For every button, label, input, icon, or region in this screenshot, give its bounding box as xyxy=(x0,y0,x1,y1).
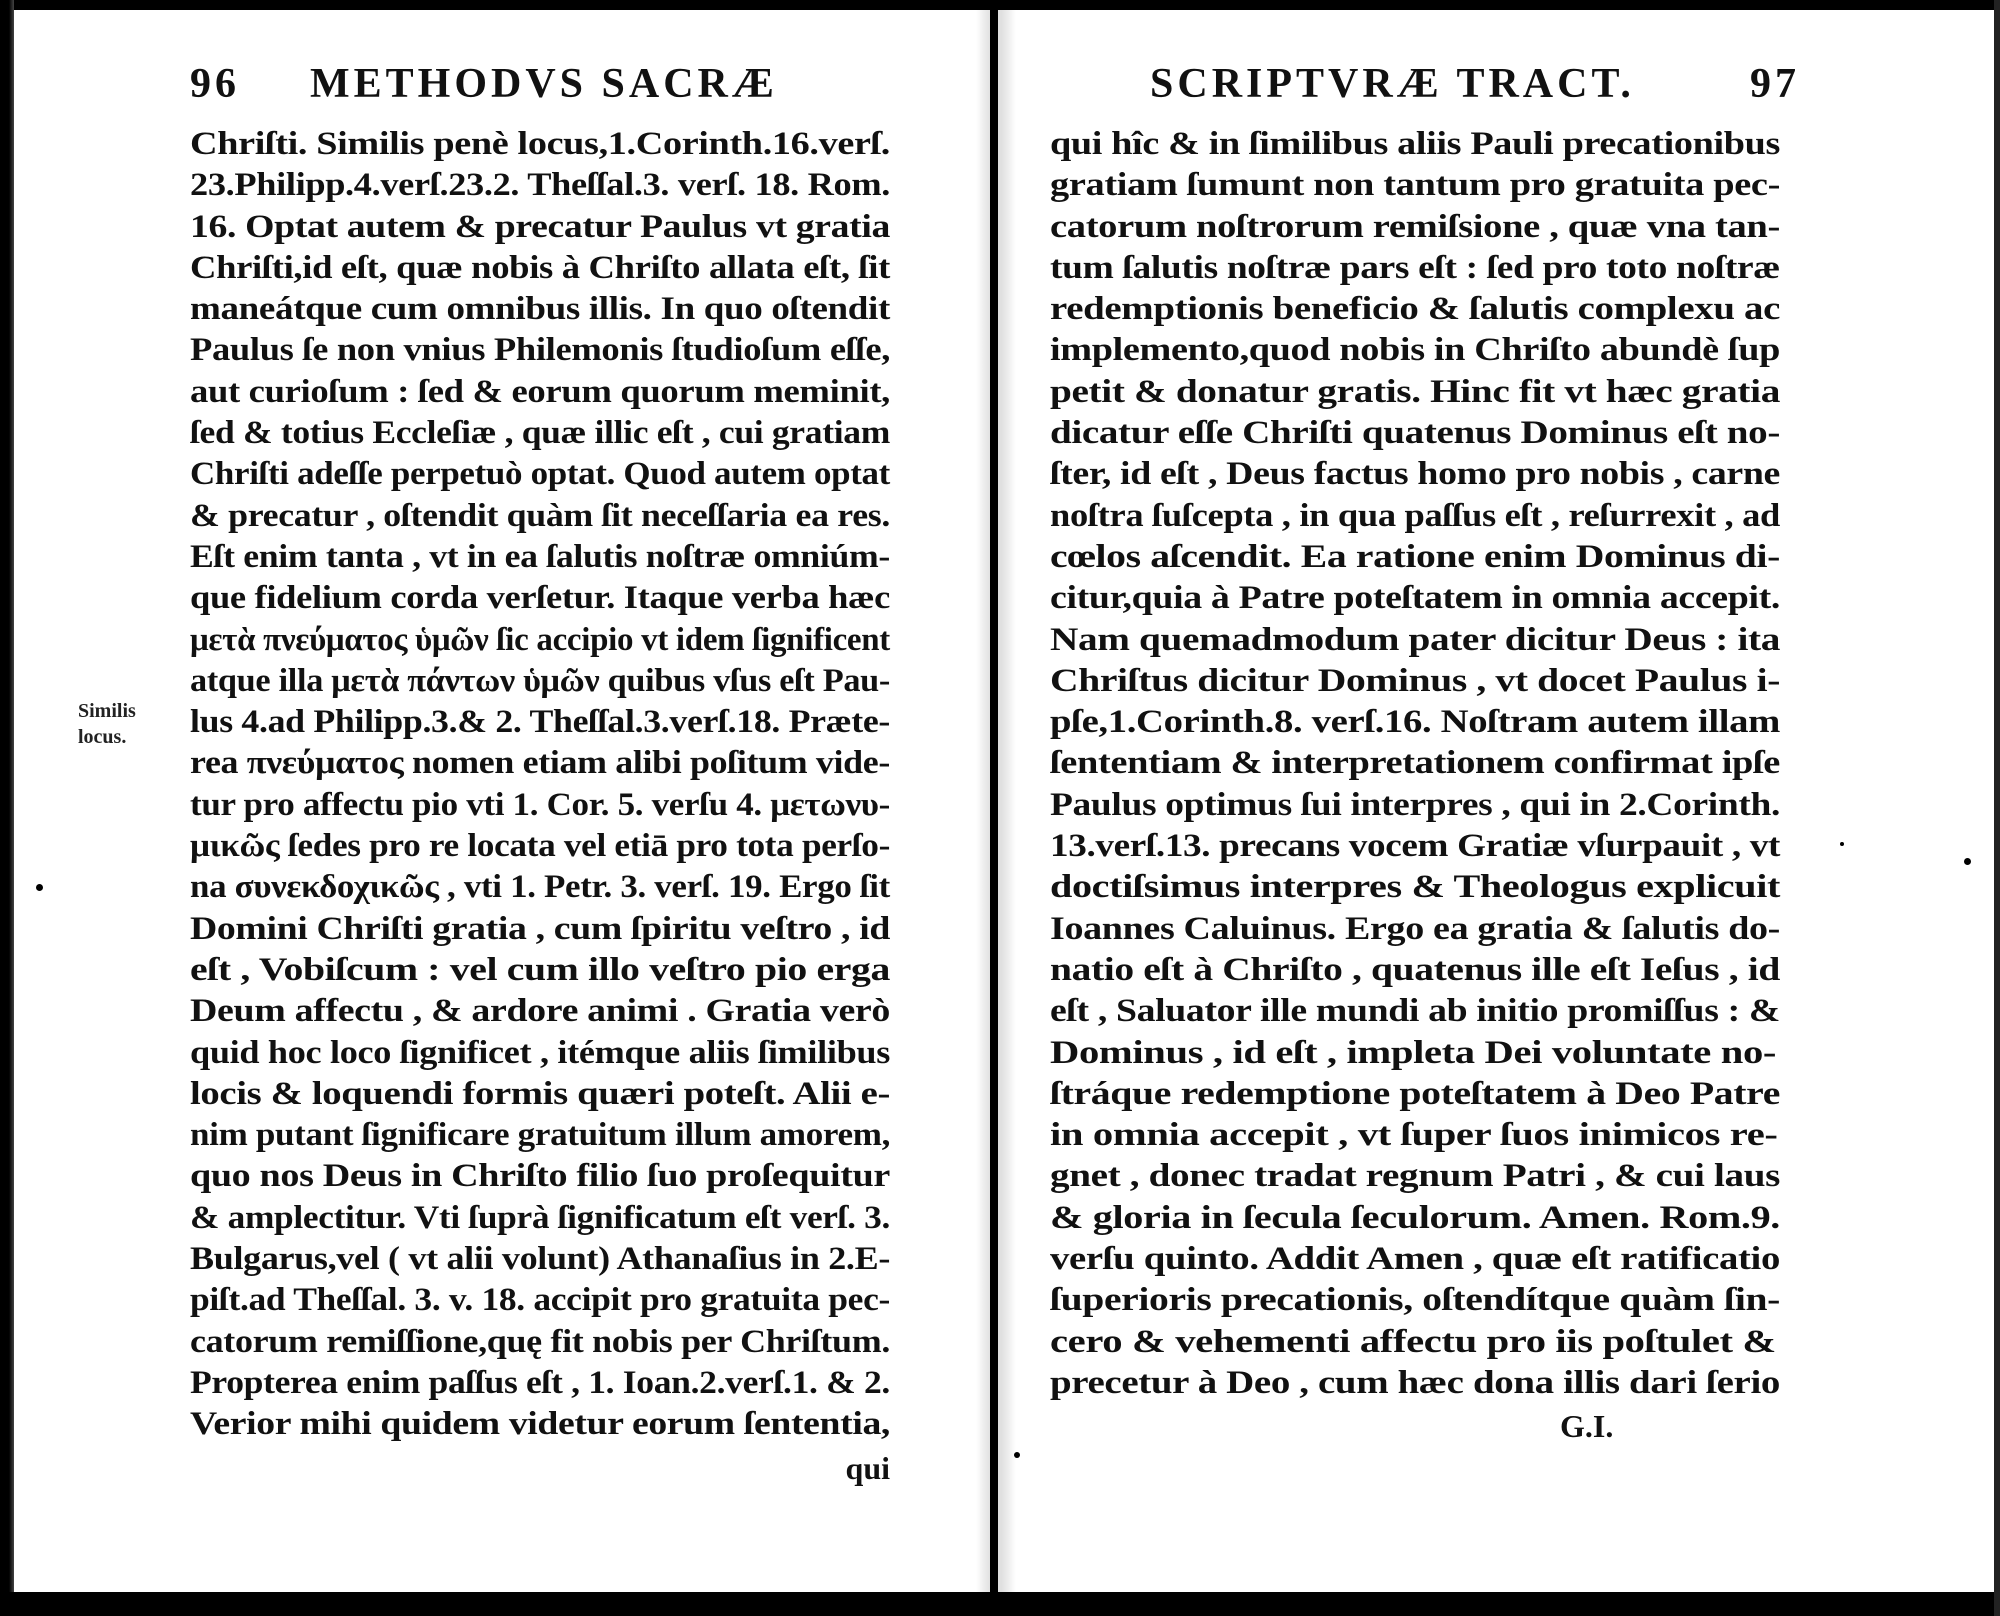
body-text xyxy=(190,124,910,1446)
text-line: na συνεκδοχικῶς , vti 1. Petr. 3. verſ. 19. Ergo ſit xyxy=(190,869,890,906)
right-page xyxy=(1050,60,1800,1600)
text-line: Paulus optimus ſui interpres , qui in 2.Corinth. xyxy=(1050,786,1780,823)
ink-speck xyxy=(1840,842,1844,846)
text-line: maneátque cum omnibus illis. In quo oſtendit xyxy=(190,291,890,328)
left-page xyxy=(190,60,910,1600)
text-line: cero & vehementi affectu pro iis poſtulet & xyxy=(1050,1323,1776,1360)
text-line: atque illa μετὰ πάντων ὑμῶν quibus vſus eſt Pau- xyxy=(190,662,890,699)
text-line: Bulgarus,vel ( vt alii volunt) Athanaſius in 2.E- xyxy=(190,1241,890,1278)
catchword: qui xyxy=(845,1449,890,1486)
text-line: locis & loquendi formis quæri poteſt. Alii e- xyxy=(190,1075,890,1112)
text-line: Propterea enim paſſus eſt , 1. Ioan.2.verſ.1. & 2. xyxy=(190,1364,890,1401)
text-line: ſtráque redemptione poteſtatem à Deo Patre xyxy=(1050,1075,1780,1112)
text-line: 13.verſ.13. precans vocem Gratiæ vſurpauit , vt xyxy=(1050,828,1780,865)
signature-mark: G.I. xyxy=(1560,1408,1614,1445)
body-text xyxy=(1050,124,1800,1404)
text-line: quo nos Deus in Chriſto filio ſuo proſequitur xyxy=(190,1158,890,1195)
text-line: redemptionis beneficio & ſalutis complexu ac xyxy=(1050,291,1780,328)
ink-speck xyxy=(1964,858,1971,865)
text-line: catorum remiſſione,quę fit nobis per Chriſtum. xyxy=(190,1323,890,1360)
text-line: tur pro affectu pio vti 1. Cor. 5. verſu 4. μετωνυ- xyxy=(190,786,890,823)
text-line: gratiam ſumunt non tantum pro gratuita pec- xyxy=(1050,167,1780,204)
text-line: in omnia accepit , vt ſuper ſuos inimicos re- xyxy=(1050,1117,1778,1154)
text-line: eſt , Vobiſcum : vel cum illo veſtro pio erga xyxy=(190,951,890,988)
text-line: noſtra ſuſcepta , in qua paſſus eſt , reſurrexit , ad xyxy=(1050,497,1780,534)
text-line: & precatur , oſtendit quàm ſit neceſſaria ea res. xyxy=(190,497,890,534)
marginal-note xyxy=(78,698,168,750)
text-line: Deum affectu , & ardore animi . Gratia verò xyxy=(190,993,890,1030)
ink-speck xyxy=(1014,1452,1020,1458)
text-line: Chriſti adeſſe perpetuò optat. Quod autem optat xyxy=(190,456,890,493)
marginal-note-line: locus. xyxy=(78,726,127,748)
text-line: quid hoc loco ſignificet , itémque aliis ſimilibus xyxy=(190,1034,890,1071)
scan-border-right xyxy=(1994,0,2000,1616)
text-line: ſententiam & interpretationem confirmat ipſe xyxy=(1050,745,1780,782)
text-line: Eſt enim tanta , vt in ea ſalutis noſtræ omniúm- xyxy=(190,538,890,575)
text-line: rea πνεύματος nomen etiam alibi poſitum vide- xyxy=(190,745,890,782)
text-line: verſu quinto. Addit Amen , quæ eſt ratificatio xyxy=(1050,1241,1780,1278)
ink-speck xyxy=(36,884,43,891)
text-line: ſter, id eſt , Deus factus homo pro nobis , carne xyxy=(1050,456,1780,493)
text-line: μετὰ πνεύματος ὑμῶν ſic accipio vt idem ſignificent xyxy=(190,621,890,658)
text-line: ſed & totius Eccleſiæ , quæ illic eſt , cui gratiam xyxy=(190,415,890,452)
text-line: ſuperioris precationis, oſtendítque quàm ſin- xyxy=(1050,1282,1780,1319)
text-line: Nam quemadmodum pater dicitur Deus : ita xyxy=(1050,621,1780,658)
text-line: Dominus , id eſt , impleta Dei voluntate no- xyxy=(1050,1034,1777,1071)
text-line: aut curioſum : ſed & eorum quorum meminit, xyxy=(190,373,890,410)
text-line: que fidelium corda verſetur. Itaque verba hæc xyxy=(190,580,890,617)
running-head xyxy=(190,60,910,118)
running-head xyxy=(1050,60,1800,118)
marginal-note-line: Similis xyxy=(78,700,136,722)
text-line: lus 4.ad Philipp.3.& 2. Theſſal.3.verſ.18. Præte- xyxy=(190,704,890,741)
text-line: Chriſtus dicitur Dominus , vt docet Paulus i- xyxy=(1050,662,1780,699)
text-line: doctiſsimus interpres & Theologus explicuit xyxy=(1050,869,1780,906)
page-number: 97 xyxy=(1750,61,1800,107)
text-line: 23.Philipp.4.verſ.23.2. Theſſal.3. verſ. 18. Rom. xyxy=(190,167,890,204)
scan-border-left xyxy=(0,0,14,1616)
text-line: Chriſti. Similis penè locus,1.Corinth.16.verſ. xyxy=(190,126,890,162)
page-number: 96 xyxy=(190,61,240,107)
text-line: 16. Optat autem & precatur Paulus vt gratia xyxy=(190,208,890,245)
text-line: citur,quia à Patre poteſtatem in omnia accepit. xyxy=(1050,580,1780,617)
text-line: & amplectitur. Vti ſuprà ſignificatum eſt verſ. 3. xyxy=(190,1199,890,1236)
text-line: μικῶς ſedes pro re locata vel etiā pro tota perſo- xyxy=(190,828,890,865)
text-line: qui hîc & in ſimilibus aliis Pauli precationibus xyxy=(1050,126,1780,162)
text-line: Paulus ſe non vnius Philemonis ſtudioſum eſſe, xyxy=(190,332,890,369)
running-title: SCRIPTVRÆ TRACT. xyxy=(1150,61,1635,107)
text-line: catorum noſtrorum remiſsione , quæ vna tan- xyxy=(1050,208,1780,245)
text-line: piſt.ad Theſſal. 3. v. 18. accipit pro gratuita pec- xyxy=(190,1282,890,1319)
text-line: natio eſt à Chriſto , quatenus ille eſt Ieſus , id xyxy=(1050,951,1780,988)
text-line: eſt , Saluator ille mundi ab initio promiſſus : & xyxy=(1050,993,1780,1030)
text-line: dicatur eſſe Chriſti quatenus Dominus eſt no- xyxy=(1050,415,1780,452)
running-title: METHODVS SACRÆ xyxy=(310,61,778,107)
text-line: Ioannes Caluinus. Ergo ea gratia & ſalutis do- xyxy=(1050,910,1780,947)
text-line: petit & donatur gratis. Hinc fit vt hæc gratia xyxy=(1050,373,1780,410)
text-line: & gloria in ſecula ſeculorum. Amen. Rom.9. xyxy=(1050,1199,1780,1236)
text-line: Domini Chriſti gratia , cum ſpiritu veſtro , id xyxy=(190,910,890,947)
text-line: nim putant ſignificare gratuitum illum amorem, xyxy=(190,1117,890,1154)
text-line: pſe,1.Corinth.8. verſ.16. Noſtram autem illam xyxy=(1050,704,1780,741)
text-line: cœlos aſcendit. Ea ratione enim Dominus di- xyxy=(1050,538,1780,575)
text-line: Verior mihi quidem videtur eorum ſententia, xyxy=(190,1406,890,1443)
text-line: precetur à Deo , cum hæc dona illis dari ſerio xyxy=(1050,1364,1780,1401)
text-line: gnet , donec tradat regnum Patri , & cui laus xyxy=(1050,1158,1780,1195)
text-line: tum ſalutis noſtræ pars eſt : ſed pro toto noſtræ xyxy=(1050,249,1780,286)
text-line: Chriſti,id eſt, quæ nobis à Chriſto allata eſt, ſit xyxy=(190,249,890,286)
text-line: implemento,quod nobis in Chriſto abundè ſup xyxy=(1050,332,1780,369)
